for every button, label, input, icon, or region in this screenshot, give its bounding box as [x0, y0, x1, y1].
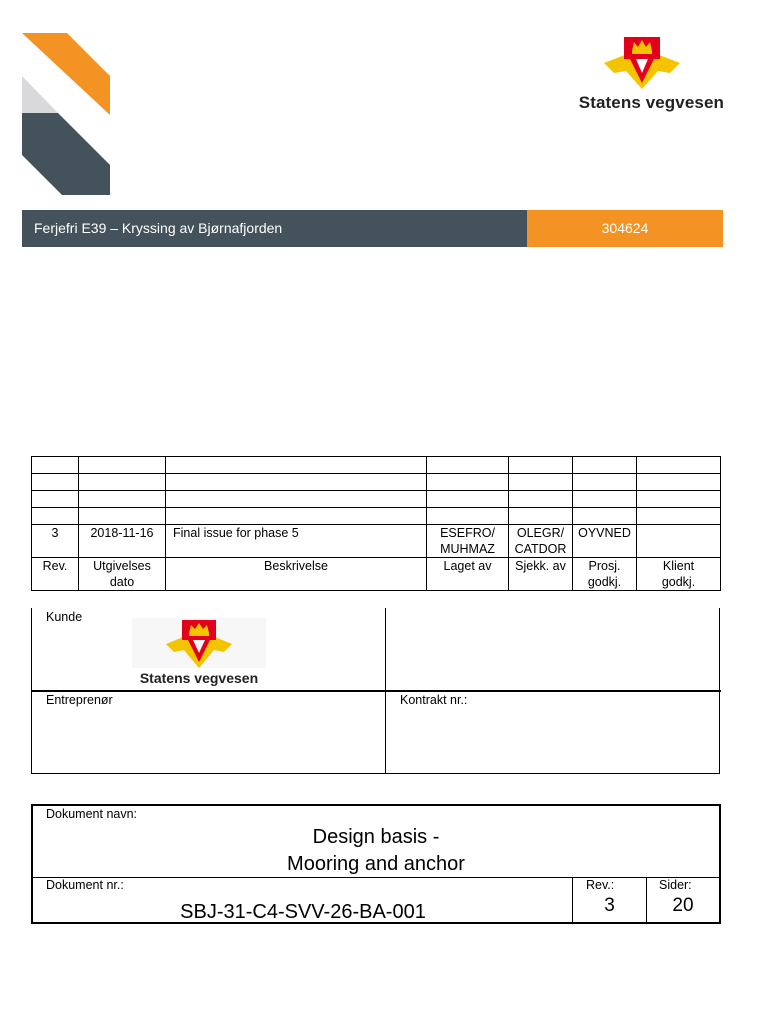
- client-label: Kunde: [46, 610, 83, 624]
- header-client-approved-line1: Klient: [662, 559, 695, 573]
- made-by-cell: [427, 525, 509, 558]
- table-row: [32, 508, 721, 525]
- header-client-approved: [637, 558, 721, 591]
- project-approved-cell: OYVNED: [573, 525, 637, 558]
- header-project-approved-line1: Prosj.: [588, 559, 621, 573]
- header-date-line2: dato: [109, 575, 135, 589]
- document-number-label: Dokument nr.:: [46, 878, 124, 892]
- table-row: [32, 474, 721, 491]
- banner-number-panel: [527, 210, 723, 247]
- header-rev: Rev.: [32, 558, 79, 591]
- made-by-line1: ESEFRO/: [440, 526, 495, 540]
- contract-number-label: Kontrakt nr.:: [400, 693, 468, 707]
- client-approved-cell: [637, 525, 721, 558]
- document-number: SBJ-31-C4-SVV-26-BA-001: [180, 901, 426, 923]
- agency-logo: [560, 33, 724, 117]
- agency-wordmark: Statens vegvesen: [578, 93, 724, 112]
- header-project-approved: [573, 558, 637, 591]
- made-by-line2: MUHMAZ: [440, 542, 495, 556]
- rev-label: Rev.:: [586, 878, 615, 892]
- contractor-label: Entreprenør: [46, 693, 113, 707]
- header-client-approved-line2: godkj.: [661, 575, 696, 589]
- table-row: [32, 457, 721, 474]
- project-number: 304624: [601, 220, 649, 236]
- pages-value: 20: [672, 895, 694, 916]
- table-row: [32, 491, 721, 508]
- document-name-label: Dokument navn:: [46, 807, 138, 821]
- header-checked-by: Sjekk. av: [509, 558, 573, 591]
- table-row: [32, 525, 721, 558]
- banner-title: Ferjefri E39 – Kryssing av Bjørnafjorden: [34, 220, 283, 236]
- rev-cell: 3: [32, 525, 79, 558]
- crown-emblem-icon: [560, 33, 724, 91]
- project-banner: [22, 210, 723, 247]
- divider: [32, 690, 721, 692]
- client-logo-wordmark: Statens vegvesen: [139, 670, 259, 686]
- date-cell: 2018-11-16: [79, 525, 166, 558]
- header-date-line1: Utgivelses: [93, 559, 151, 573]
- parties-block: [31, 608, 720, 774]
- document-title-line1: Design basis -: [312, 826, 440, 848]
- revision-table: [31, 456, 721, 591]
- crown-emblem-icon: [132, 618, 266, 668]
- table-header-row: [32, 558, 721, 591]
- checked-by-cell: [509, 525, 573, 558]
- pages-label: Sider:: [659, 878, 692, 892]
- checked-by-line1: OLEGR/: [516, 526, 565, 540]
- document-title-line2: Mooring and anchor: [287, 853, 465, 875]
- decorative-stripes-graphic: [22, 33, 110, 195]
- description-cell: Final issue for phase 5: [166, 525, 427, 558]
- client-logo: [132, 618, 266, 690]
- checked-by-line2: CATDOR: [514, 542, 567, 556]
- header-project-approved-line2: godkj.: [587, 575, 622, 589]
- header-description: Beskrivelse: [166, 558, 427, 591]
- header-made-by: Laget av: [427, 558, 509, 591]
- document-title: [33, 824, 719, 878]
- document-info-block: [31, 804, 721, 924]
- banner-title-panel: [22, 210, 527, 247]
- rev-value: 3: [604, 895, 615, 916]
- header-date: [79, 558, 166, 591]
